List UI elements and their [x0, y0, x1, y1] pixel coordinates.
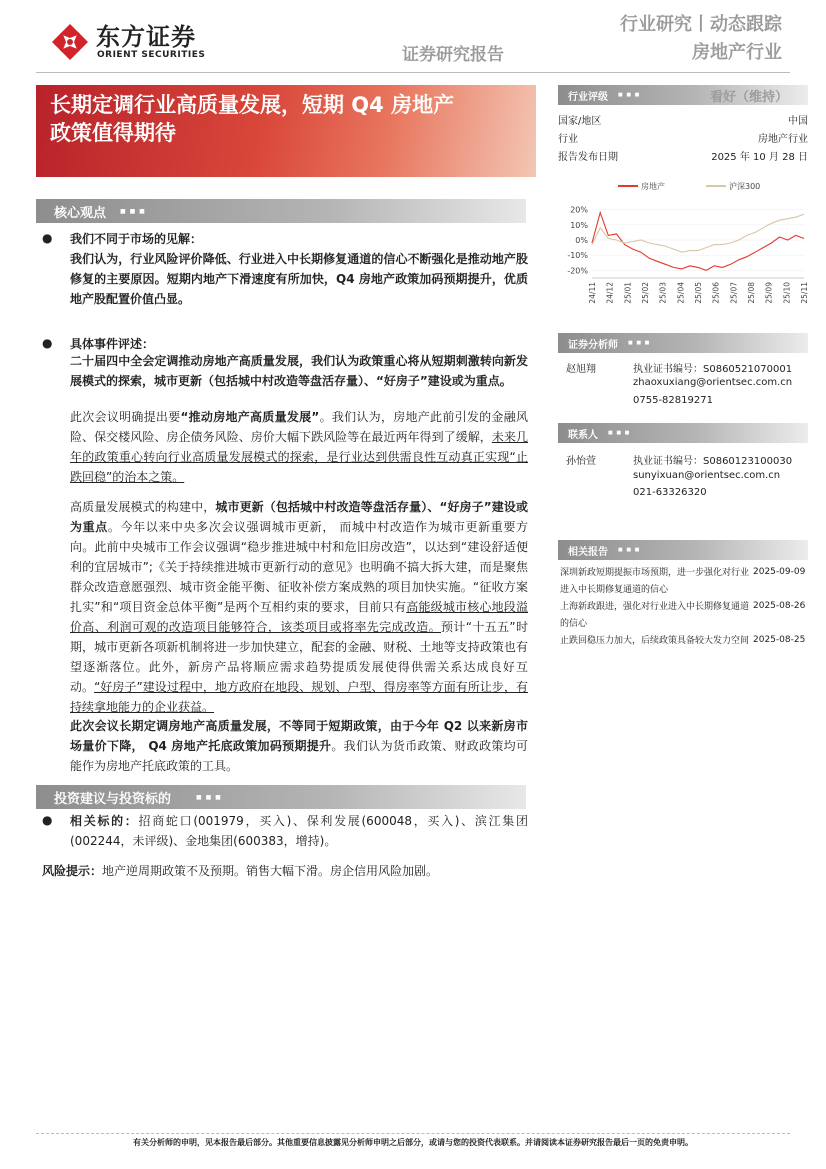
dots-decoration-icon: ■ ■ ■ — [196, 794, 222, 801]
x-tick-label: 25/07 — [729, 282, 739, 304]
p2-emphasis: 城市更新（包括城中村改造等盘活存量）、“好房子”建设或为重点 — [70, 500, 528, 534]
y-tick-label: 0% — [575, 236, 588, 245]
series-line — [592, 214, 804, 252]
performance-chart — [556, 178, 812, 318]
x-tick-label: 24/12 — [605, 282, 615, 304]
paragraph-3 — [70, 716, 528, 776]
p2-text: 高质量发展模式的构建中， — [70, 500, 216, 514]
related-report-date: 2025-08-25 — [753, 635, 806, 645]
y-tick-label: -10% — [567, 251, 588, 261]
analyst-bar — [558, 333, 808, 353]
company-logo — [50, 22, 205, 62]
x-tick-label: 25/08 — [747, 282, 756, 304]
rating-value: 看好（维持） — [709, 90, 788, 105]
logo-text-en: ORIENT SECURITIES — [97, 50, 206, 60]
risk-body: 地产逆周期政策不及预期。销售大幅下滑。房企信用风险加剧。 — [102, 864, 439, 878]
invest-heading: 相关标的： — [70, 814, 139, 828]
risk-heading: 风险提示： — [42, 864, 103, 878]
analyst-phone: 0755-82819271 — [633, 395, 713, 406]
related-label: 相关报告 — [568, 547, 608, 558]
logo-text-cn: 东方证券 — [96, 23, 196, 51]
p1-emphasis: “推动房地产高质量发展” — [180, 410, 320, 424]
report-title-line1: 长期定调行业高质量发展，短期 Q4 房地产 — [50, 93, 455, 117]
p3-text: 。我们认为货币政策、财政政策均可能作为房地产托底政策的工具。 — [70, 739, 528, 773]
legend-label: 房地产 — [641, 182, 665, 191]
dots-decoration-icon: ■ ■ ■ — [618, 547, 641, 553]
event-heading: 具体事件评述： — [70, 337, 155, 351]
x-tick-label: 25/10 — [782, 282, 792, 304]
x-tick-label: 25/02 — [641, 282, 650, 304]
paragraph-1 — [70, 407, 528, 487]
report-title-line2: 政策值得期待 — [50, 121, 176, 145]
p3-emphasis: 此次会议长期定调房地产高质量发展，不等同于短期政策，由于今年 Q2 以来新房市场量价下降， Q4 房地产托底政策加码预期提升 — [70, 719, 528, 753]
risk-warning — [42, 862, 438, 879]
info-value: 中国 — [788, 116, 808, 127]
x-tick-label: 24/11 — [588, 282, 597, 304]
p2-text-3: 预计“十五五”时期，城市更新各项新机制将进一步加快建立，配套的金融、财税、土地等支持政策也有望逐渐落位。此外，新房产品将顺应需求趋势提质发展使得供需关系达成良好互动。 — [70, 620, 528, 694]
info-value: 2025 年 10 月 28 日 — [711, 152, 808, 163]
contact-bar — [558, 423, 808, 443]
bullet-icon: ● — [42, 813, 53, 827]
dots-decoration-icon: ■ ■ ■ — [608, 430, 631, 436]
logo-mark-icon — [50, 22, 90, 62]
y-tick-label: -20% — [567, 266, 588, 276]
y-tick-label: 20% — [570, 205, 588, 215]
analyst-email[interactable]: zhaoxuxiang@orientsec.com.cn — [633, 377, 793, 388]
related-report-date: 2025-09-09 — [753, 567, 806, 577]
rating-bar — [558, 85, 808, 105]
p1-text: 此次会议明确提出要 — [70, 410, 181, 424]
info-row-date — [558, 148, 808, 163]
industry-name: 房地产行业 — [692, 42, 782, 63]
x-tick-label: 25/11 — [800, 282, 809, 304]
invest-bar — [36, 785, 526, 809]
invest-body: 招商蛇口(001979，买入)、保利发展(600048，买入)、滨江集团(002244，未评级)、金地集团(600383，增持)。 — [70, 814, 528, 848]
report-type: 证券研究报告 — [402, 45, 504, 65]
info-key: 国家/地区 — [558, 116, 602, 127]
p2-text-2: 。今年以来中央多次会议强调城市更新， 而城中村改造作为城市更新重要方向。此前中央城市工作会议强调“稳步推进城中村和危旧房改造”，以达到“建设舒适便利的宜居城市”;《关于持续推进城市更新行动的意见》也明确不搞大拆大建，而是聚焦群众改造意愿强烈、城市资金能平衡、征收补偿方案成熟的项目加快实施。“征收方案扎实”和“项目资金总体平衡”是两个互相约束的要求，目前只有 — [70, 520, 528, 614]
view-heading: 我们不同于市场的见解： — [70, 232, 203, 246]
p2-underline-2: “好房子”建设过程中，地方政府在地段、规划、户型、得房率等方面有所让步，有持续拿地能力的企业获益。 — [70, 680, 528, 714]
related-report-title[interactable]: 止跌回稳压力加大，后续政策具备较大发力空间 — [560, 636, 750, 646]
dots-decoration-icon: ■ ■ ■ — [618, 92, 641, 98]
x-tick-label: 25/06 — [711, 282, 721, 304]
invest-label: 投资建议与投资标的 — [54, 792, 172, 807]
contact-name: 孙怡萱 — [566, 456, 596, 467]
legend-label: 沪深300 — [729, 182, 761, 191]
analyst-cert: 执业证书编号：S0860521070001 — [633, 364, 793, 375]
event-summary: 二十届四中全会定调推动房地产高质量发展，我们认为政策重心将从短期刺激转向新发展模式的探索，城市更新（包括城中村改造等盘活存量）、“好房子”建设或为重点。 — [70, 354, 528, 388]
p1-text-2: 。我们认为，房地产此前引发的金融风险、保交楼风险、房企债务风险、房价大幅下跌风险等在最近两年得到了缓解， — [70, 410, 528, 444]
x-tick-label: 25/01 — [623, 282, 633, 304]
core-view-label: 核心观点 — [54, 206, 107, 221]
x-tick-label: 25/05 — [694, 282, 703, 304]
x-tick-label: 25/03 — [658, 282, 668, 304]
contact-label: 联系人 — [568, 430, 598, 441]
related-report-title[interactable]: 深圳新政短期提振市场预期，进一步强化对行业进入中长期修复通道的信心 — [560, 568, 750, 595]
related-report-title[interactable]: 上海新政跟进，强化对行业进入中长期修复通道的信心 — [560, 602, 750, 629]
info-value: 房地产行业 — [758, 134, 808, 145]
contact-email[interactable]: sunyixuan@orientsec.com.cn — [633, 470, 781, 481]
x-tick-label: 25/04 — [676, 282, 686, 304]
dots-decoration-icon: ■ ■ ■ — [120, 208, 146, 215]
contact-cert: 执业证书编号：S0860123100030 — [633, 456, 793, 467]
bullet-icon: ● — [42, 336, 53, 350]
p2-underline-1: 高能级城市核心地段溢价高、利润可观的改造项目能够符合，该类项目或将率先完成改造。 — [70, 600, 528, 634]
report-title — [50, 91, 530, 147]
related-report-date: 2025-08-26 — [753, 601, 806, 611]
header-divider — [36, 72, 790, 73]
rating-label: 行业评级 — [568, 92, 608, 103]
info-row-industry — [558, 130, 808, 145]
contact-phone: 021-63326320 — [633, 487, 707, 498]
title-banner — [36, 85, 536, 177]
paragraph-2 — [70, 497, 528, 717]
dots-decoration-icon: ■ ■ ■ — [628, 340, 651, 346]
report-category: 行业研究丨动态跟踪 — [620, 14, 782, 35]
p1-underline: 未来几年的政策重心转向行业高质量发展模式的探索，是行业达到供需良性互动真正实现“止跌回稳”的治本之策。 — [70, 430, 528, 484]
footer-divider — [36, 1133, 790, 1134]
related-bar — [558, 540, 808, 560]
info-row-region — [558, 112, 808, 127]
info-key: 行业 — [558, 134, 578, 145]
bullet-icon: ● — [42, 231, 53, 245]
analyst-name: 赵旭翔 — [566, 364, 596, 375]
series-line — [592, 213, 804, 271]
footer-disclaimer: 有关分析师的申明，见本报告最后部分。其他重要信息披露见分析师申明之后部分，或请与您的投资代表联系。并请阅读本证券研究报告最后一页的免责申明。 — [133, 1138, 693, 1147]
invest-targets — [70, 811, 528, 851]
header-right — [620, 12, 782, 68]
info-key: 报告发布日期 — [558, 152, 618, 163]
analyst-label: 证券分析师 — [568, 340, 618, 351]
y-tick-label: 10% — [570, 220, 588, 230]
view-body: 我们认为，行业风险评价降低、行业进入中长期修复通道的信心不断强化是推动地产股修复的主要原因。短期内地产下滑速度有所加快，Q4 房地产政策加码预期提升，优质地产股配置价值凸显。 — [70, 252, 528, 306]
core-view-bar — [36, 199, 526, 223]
x-tick-label: 25/09 — [764, 282, 774, 304]
